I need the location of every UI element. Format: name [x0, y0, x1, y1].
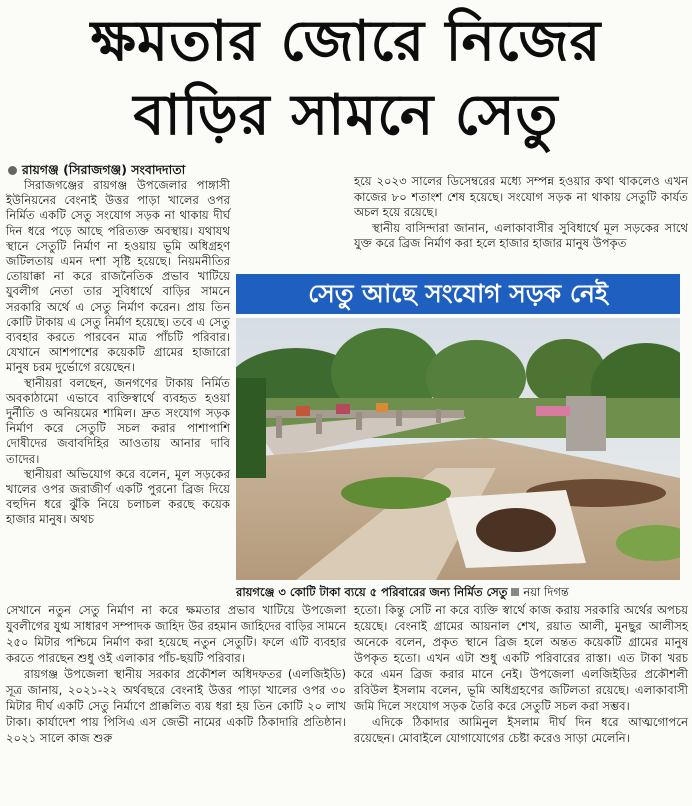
photo-caption — [236, 584, 680, 603]
paragraph: হয়ে ২০২৩ সালের ডিসেম্বরের মধ্যে সম্পন্ন হওয়ার কথা থাকলেও এখন কাজের ৮০ শতাংশ শেষ হয়েছে। সংযোগ সড়ক না থাকায় সেতুটি কার্যত অচল হয়ে রয়েছে। — [354, 174, 688, 220]
right-bottom-column — [354, 602, 688, 746]
bullet-dot-icon — [8, 166, 17, 175]
paragraph: সিরাজগঞ্জের রায়গঞ্জ উপজেলার পাঙ্গাসী ইউনিয়নের বেংনাই উত্তর পাড়া খালের ওপর নির্মিত একটি সেতু সংযোগ সড়ক না থাকায় দীর্ঘ দিন ধরে পড়ে আছে পরিত্যক্ত অবস্থায়। যথাযথ স্থানে সেতুটি নির্মাণ না হওয়ায় ভূমি অধিগ্রহণ জটিলতায় এমন দশা সৃষ্টি হয়েছে। নিয়মনীতির তোয়াক্কা না করে রাজনৈতিক প্রভাব খাটিয়ে যুবলীগ নেতা তার সুবিধার্থে বাড়ির সামনে সরকারি অর্থে এ সেতু নির্মাণ করেন। প্রায় তিন কোটি টাকায় এ সেতু নির্মাণ হয়েছে। তবে এ সেতু ব্যবহার করতে পারবেন মাত্র পাঁচটি পরিবার। যেখানে আশপাশের কয়েকটি গ্রামের হাজারো মানুষ চরম দুর্ভোগে রয়েছেন। — [6, 178, 230, 375]
headline-line-2: বাড়ির সামনে সেতু — [133, 83, 559, 148]
banner-subhead: সেতু আছে সংযোগ সড়ক নেই — [236, 274, 680, 314]
right-top-column — [354, 174, 688, 252]
left-bottom-column — [6, 602, 346, 746]
headline-line-1: ক্ষমতার জোরে নিজের — [90, 9, 602, 74]
byline-text: রায়গঞ্জ (সিরাজগঞ্জ) সংবাদদাতা — [22, 162, 186, 177]
paragraph: রায়গঞ্জ উপজেলা স্থানীয় সরকার প্রকৌশল অধিদফতর (এলজিইডি) সূত্র জানায়, ২০২১-২২ অর্থবছরে বেংনাই উত্তর পাড়া খালের ওপর ৩০ মিটার দীর্ঘ একটি সেতু নির্মাণে প্রাক্কলিত ব্যয় ধরা হয় তিন কোটি ২০ লাখ টাকা। কার্যাদেশ পায় পিসিএ এস জেভী নামের একটি ঠিকাদারি প্রতিষ্ঠান। ২০২১ সালে কাজ শুরু — [6, 667, 346, 745]
caption-square-icon — [511, 588, 519, 596]
paragraph: স্থানীয়রা বলছেন, জনগণের টাকায় নির্মিত অবকাঠামো এভাবে ব্যক্তিস্বার্থে ব্যবহৃত হওয়া দুর্নীতি ও অনিয়মের শামিল। দ্রুত সংযোগ সড়ক নির্মাণ করে সেতুটি সচল করার পাশাপাশি দোষীদের জবাবদিহির আওতায় আনার দাবি তাদের। — [6, 375, 230, 466]
paragraph: স্থানীয়রা অভিযোগ করে বলেন, মূল সড়কের খালের ওপর জরাজীর্ণ একটি পুরনো ব্রিজ দিয়ে বহুদিন ধরে ঝুঁকি নিয়ে চলাচল করছে কয়েক হাজার মানুষ। অথচ — [6, 466, 230, 527]
caption-text: রায়গঞ্জে ৩ কোটি টাকা ব্যয়ে ৫ পরিবারের জন্য নির্মিত সেতু — [236, 585, 508, 599]
paragraph: সেখানে নতুন সেতু নির্মাণ না করে ক্ষমতার প্রভাব খাটিয়ে উপজেলা যুবলীগের যুগ্ম সাধারণ সম্পাদক জাহিদ উর রহমান জাহিদের বাড়ির সামনে ২৫০ মিটার পশ্চিমে নির্মাণ করা হয়েছে নতুন সেতুটি। ফলে এটি ব্যবহার করতে পারছেন শুধু ওই এলাকার পাঁচ-ছয়টি পরিবার। — [6, 603, 346, 665]
paragraph: স্থানীয় বাসিন্দারা জানান, এলাকাবাসীর সুবিধার্থে মূল সড়কের সাথে যুক্ত করে ব্রিজ নির্মাণ করা হলে হাজার হাজার মানুষ উপকৃত — [354, 220, 688, 251]
caption-source: নয়া দিগন্ত — [523, 585, 569, 599]
left-top-column — [6, 178, 230, 528]
bridge-photo-image — [236, 318, 680, 580]
paragraph: হতো। কিন্তু সেটি না করে ব্যক্তি স্বার্থে কাজ করায় সরকারি অর্থের অপচয় হয়েছে। বেংনাই গ্রামের আয়নাল শেখ, রয়াত আলী, মুনছুর আলীসহ অনেকে বলেন, প্রকৃত স্থানে ব্রিজ হলে অন্তত কয়েকটি গ্রামের মানুষ উপকৃত হতো। এখন এটা শুধু একটি পরিবারের রাস্তা। এত টাকা খরচ করে এমন ব্রিজ করার মানে নেই। উপজেলা এলজিইডির প্রকৌশলী রবিউল ইসলাম বলেন, ভূমি অধিগ্রহণের জটিলতা রয়েছে। এলাকাবাসী জমি দিলে সংযোগ সড়ক তৈরি করে সেতুটি সচল করা সম্ভব। — [354, 603, 688, 713]
paragraph: এদিকে ঠিকাদার আমিনুল ইসলাম দীর্ঘ দিন ধরে আত্মগোপনে রয়েছেন। মোবাইলে যোগাযোগের চেষ্টা করেও সাড়া মেলেনি। — [354, 715, 688, 745]
bridge-photo — [236, 318, 680, 580]
